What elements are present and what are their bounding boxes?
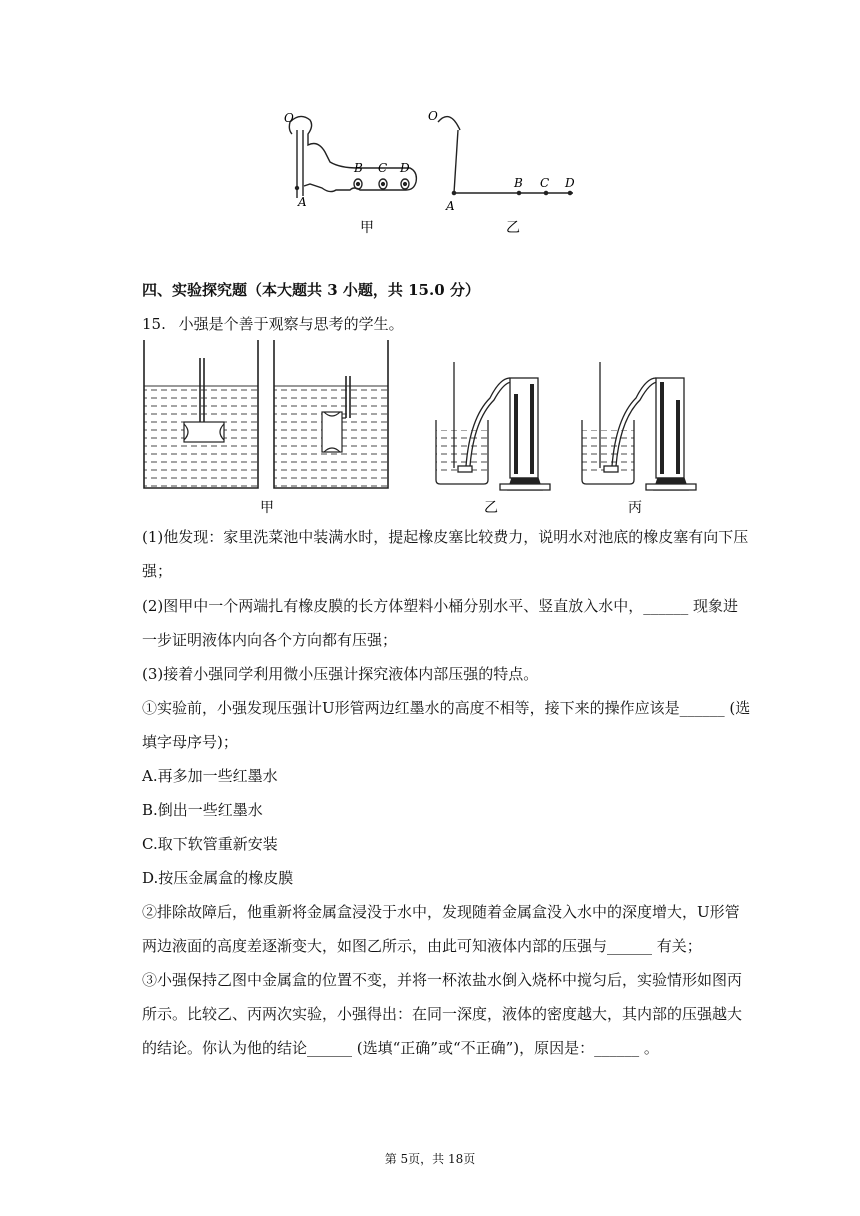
q15-line-12: ②排除故障后，他重新将金属盒浸没于水中，发现随着金属盒没入水中的深度增大，U形管 (142, 903, 740, 921)
q15-line-14: ③小强保持乙图中金属盒的位置不变，并将一杯浓盐水倒入烧杯中搅匀后，实验情形如图丙 (142, 971, 743, 989)
figure-jia (289, 116, 416, 198)
section-title: 四、实验探究题（本大题共 3 小题，共 15.0 分） (142, 281, 480, 299)
jia-caption: 甲 (360, 220, 374, 236)
question-stem: 小强是个善于观察与思考的学生。 (178, 315, 404, 333)
jia-label-D: D (400, 161, 410, 175)
q15-line-7: 填字母序号)； (142, 733, 238, 751)
yi-caption: 乙 (506, 220, 520, 236)
figure-yi (438, 117, 573, 195)
q15-option-b: B.倒出一些红墨水 (142, 801, 263, 819)
jia-label-B: B (354, 161, 363, 175)
gauge-bing (582, 362, 696, 490)
jia-label-A: A (298, 195, 307, 209)
gauge-yi (436, 362, 550, 490)
figure-arm-lever (270, 100, 600, 240)
q15-line-2: 强； (142, 562, 173, 580)
page-footer: 第 5页，共 18页 (384, 1152, 476, 1166)
q15-line-5: (3)接着小强同学利用微小压强计探究液体内部压强的特点。 (142, 665, 539, 683)
tank-vertical (274, 340, 388, 488)
q15-line-15: 所示。比较乙、丙两次实验，小强得出：在同一深度，液体的密度越大，其内部的压强越大 (142, 1005, 743, 1023)
q15-line-16: 的结论。你认为他的结论______ (选填“正确”或“不正确”)，原因是：______ 。 (142, 1039, 659, 1057)
yi-label-B: B (514, 176, 523, 190)
yi-label-C: C (540, 176, 550, 190)
yi-label-O: O (428, 109, 438, 123)
q15-line-3: (2)图甲中一个两端扎有橡皮膜的长方体塑料小桶分别水平、竖直放入水中，______ 现象进 (142, 597, 739, 615)
jia-label-C: C (378, 161, 388, 175)
q15-option-a: A.再多加一些红墨水 (142, 767, 278, 785)
q15-line-4: 一步证明液体内向各个方向都有压强； (142, 631, 398, 649)
q15-caption-jia: 甲 (260, 500, 274, 516)
jia-label-O: O (284, 111, 294, 125)
q15-line-1: (1)他发现：家里洗菜池中装满水时，提起橡皮塞比较费力，说明水对池底的橡皮塞有向下压 (142, 528, 749, 546)
q15-option-c: C.取下软管重新安装 (142, 835, 278, 853)
tank-horizontal (144, 340, 258, 488)
figure-pressure-experiments (140, 338, 720, 524)
q15-caption-yi: 乙 (484, 500, 498, 516)
q15-line-6: ①实验前，小强发现压强计U形管两边红墨水的高度不相等，接下来的操作应该是______ (选 (142, 699, 751, 717)
question-number: 15. (142, 315, 166, 333)
q15-option-d: D.按压金属盒的橡皮膜 (142, 869, 294, 887)
yi-label-A: A (446, 199, 455, 213)
yi-label-D: D (565, 176, 575, 190)
q15-line-13: 两边液面的高度差逐渐变大，如图乙所示，由此可知液体内部的压强与______ 有关； (142, 937, 702, 955)
question-15-header (142, 314, 404, 334)
q15-caption-bing: 丙 (628, 500, 642, 516)
